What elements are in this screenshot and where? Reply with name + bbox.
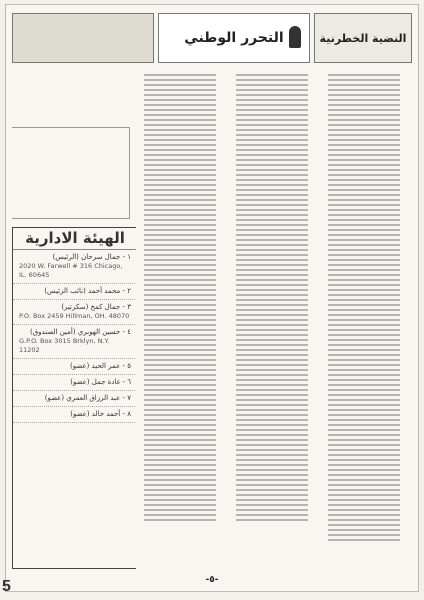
member-name: ٤ - حسين الهوبري (أمين الصندوق) [30, 328, 131, 336]
column-4 [12, 71, 136, 571]
article-columns [12, 71, 412, 571]
admin-member [13, 284, 136, 300]
admin-board-box [12, 227, 136, 569]
section-title-box [314, 13, 412, 63]
masthead-title: التحرر الوطني [184, 30, 284, 46]
stamp-graphic [12, 127, 130, 219]
newspaper-page [5, 4, 419, 592]
section-title: النضية الخطرنية [319, 31, 407, 45]
member-address: P.O. Box 2459 Hillman, OH. 48070 [19, 312, 130, 320]
admin-member [13, 407, 136, 423]
admin-member [13, 359, 136, 375]
member-name: ٨ - أحمد خالد (عضو) [70, 410, 131, 418]
column-1 [326, 71, 412, 571]
admin-member [13, 300, 136, 325]
admin-member [13, 250, 136, 284]
member-address: G.P.O. Box 3015 Brklyn, N.Y. 11202 [19, 337, 110, 354]
admin-board-title: الهيئة الادارية [13, 228, 136, 250]
member-name: ٦ - غادة جمل (عضو) [70, 378, 131, 386]
column-2 [234, 71, 320, 571]
admin-member [13, 325, 136, 359]
admin-member [13, 391, 136, 407]
header-graphic [12, 13, 154, 63]
member-name: ٧ - عبد الرزاق العمري (عضو) [44, 394, 131, 402]
page-header [12, 13, 412, 63]
member-name: ٥ - عمر الحيد (عضو) [70, 362, 131, 370]
member-name: ٢ - محمد أحمد (نائب الرئيس) [44, 287, 131, 295]
corner-number: 5 [2, 578, 11, 595]
figure-icon [289, 26, 301, 48]
member-name: ٣ - جمال كمخ (سكرتير) [61, 303, 131, 311]
member-name: ١ - جمال سرحان (الرئيس) [52, 253, 131, 261]
admin-member [13, 375, 136, 391]
masthead-box [158, 13, 310, 63]
column-3 [142, 71, 228, 571]
page-number: -٥- [205, 575, 219, 585]
member-address: 2020 W. Farwell # 316 Chicago, IL. 60645 [19, 262, 123, 279]
